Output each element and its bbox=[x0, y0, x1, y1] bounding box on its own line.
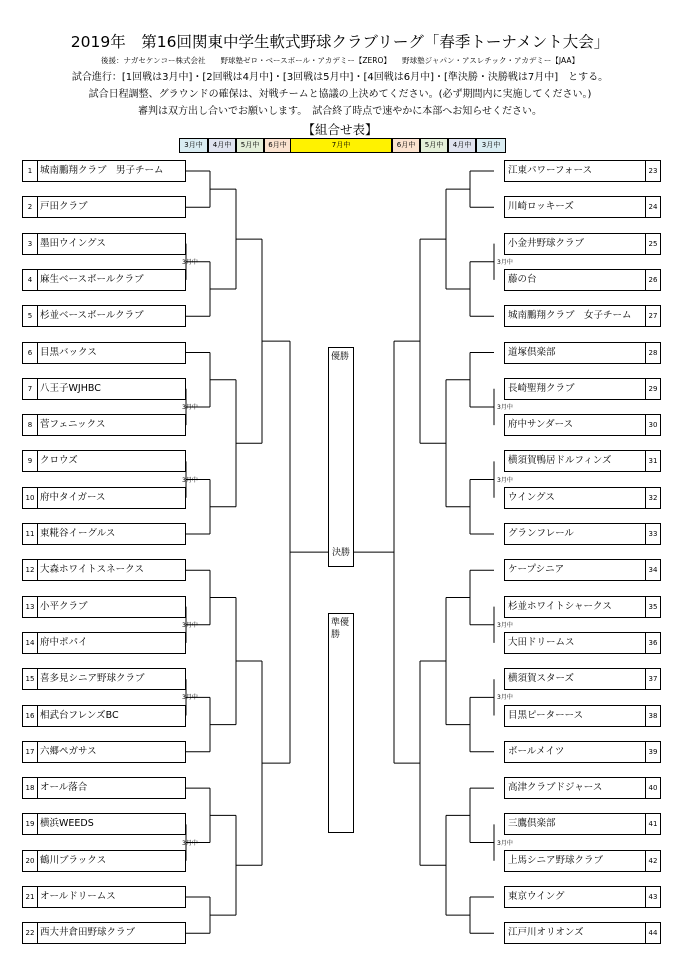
right-team-entry bbox=[504, 922, 661, 944]
team-number: 1 bbox=[23, 161, 38, 181]
round-header-right-2: 5月中 bbox=[420, 138, 448, 153]
right-team-entry bbox=[504, 850, 661, 872]
team-number: 24 bbox=[645, 197, 660, 217]
team-name: 長崎聖翔クラブ bbox=[508, 382, 575, 394]
left-round1-label: 3月中 bbox=[182, 694, 198, 702]
team-name: 横須賀スターズ bbox=[508, 673, 575, 685]
team-name: 大森ホワイトスネークス bbox=[40, 564, 145, 576]
team-name: 六郷ペガサス bbox=[40, 745, 97, 757]
team-name: 戸田クラブ bbox=[40, 201, 88, 213]
champion-box: 優勝 bbox=[328, 347, 354, 567]
round-header-left-1: 3月中 bbox=[179, 138, 208, 153]
right-team-entry bbox=[504, 487, 661, 509]
adjust-note: 試合日程調整、グラウンドの確保は、対戦チームと協議の上決めてください。(必ず期間内に実施してください。) bbox=[88, 89, 592, 100]
team-name: 横浜WEEDS bbox=[40, 818, 94, 830]
right-team-entry bbox=[504, 414, 661, 436]
team-name: 藤の台 bbox=[508, 273, 537, 285]
team-name: 上馬シニア野球クラブ bbox=[508, 854, 604, 866]
left-team-entry bbox=[22, 160, 186, 182]
team-number: 43 bbox=[645, 887, 660, 907]
right-team-entry bbox=[504, 632, 661, 654]
team-name: クロウズ bbox=[40, 455, 78, 467]
team-name: 大田ドリームス bbox=[508, 636, 575, 648]
schedule-note: 試合進行：[1回戦は3月中]・[2回戦は4月中]・[3回戦は5月中]・[4回戦は6月中]・[準決勝・決勝戦は7月中] とする。 bbox=[71, 72, 609, 83]
team-name: 杉並ホワイトシャークス bbox=[508, 600, 612, 612]
team-name: ウイングス bbox=[508, 491, 555, 503]
team-name: 川崎ロッキーズ bbox=[508, 201, 574, 213]
left-team-entry bbox=[22, 487, 186, 509]
left-team-entry bbox=[22, 269, 186, 291]
left-team-entry bbox=[22, 559, 186, 581]
team-name: 東糀谷イーグルス bbox=[40, 528, 116, 539]
team-name: 三鷹倶楽部 bbox=[508, 818, 556, 830]
right-team-entry bbox=[504, 741, 661, 763]
round-header-center: 7月中 bbox=[290, 138, 392, 153]
team-number: 3 bbox=[23, 234, 38, 254]
round-header-right-1: 6月中 bbox=[392, 138, 420, 153]
team-name: 麻生ベースボールクラブ bbox=[40, 273, 144, 285]
team-number: 23 bbox=[645, 161, 660, 181]
team-name: 江戸川オリオンズ bbox=[508, 927, 584, 939]
team-name: 横須賀鴨居ドルフィンズ bbox=[508, 455, 612, 467]
round-header-left-2: 4月中 bbox=[208, 138, 236, 153]
team-number: 39 bbox=[645, 742, 660, 762]
team-name: 小金井野球クラブ bbox=[508, 237, 585, 249]
team-number: 8 bbox=[23, 415, 38, 435]
team-name: 墨田ウイングス bbox=[40, 237, 106, 249]
team-number: 34 bbox=[645, 560, 660, 580]
left-round1-label: 3月中 bbox=[182, 839, 198, 847]
right-team-entry bbox=[504, 813, 661, 835]
left-team-entry bbox=[22, 342, 186, 364]
right-team-entry bbox=[504, 269, 661, 291]
left-team-entry bbox=[22, 233, 186, 255]
team-number: 32 bbox=[645, 488, 660, 508]
team-number: 20 bbox=[23, 851, 38, 871]
left-round1-label: 3月中 bbox=[182, 621, 198, 629]
round-header-left-4: 6月中 bbox=[264, 138, 291, 153]
team-name: 八王子WJHBC bbox=[40, 382, 101, 394]
team-number: 19 bbox=[23, 814, 38, 834]
runner-up-box: 準優勝 bbox=[328, 613, 354, 833]
right-round1-label: 3月中 bbox=[497, 258, 513, 266]
team-name: 江東パワーフォース bbox=[508, 165, 593, 176]
left-team-entry bbox=[22, 414, 186, 436]
team-number: 25 bbox=[645, 234, 660, 254]
team-number: 9 bbox=[23, 451, 38, 471]
team-number: 11 bbox=[23, 524, 38, 544]
team-number: 16 bbox=[23, 706, 38, 726]
right-round1-label: 3月中 bbox=[497, 621, 513, 629]
team-name: グランフレール bbox=[508, 528, 574, 539]
team-name: オール落合 bbox=[40, 782, 88, 794]
team-number: 13 bbox=[23, 597, 38, 617]
left-team-entry bbox=[22, 378, 186, 400]
team-name: オールドリームス bbox=[40, 891, 116, 902]
right-team-entry bbox=[504, 523, 661, 545]
team-number: 22 bbox=[23, 923, 38, 943]
team-number: 2 bbox=[23, 197, 38, 217]
team-name: 菅フェニックス bbox=[40, 419, 106, 431]
right-team-entry bbox=[504, 305, 661, 327]
left-team-entry bbox=[22, 922, 186, 944]
team-name: 鶴川ブラックス bbox=[40, 854, 107, 866]
team-name: 喜多見シニア野球クラブ bbox=[40, 673, 145, 685]
team-name: 府中タイガース bbox=[40, 491, 106, 503]
team-number: 30 bbox=[645, 415, 660, 435]
team-number: 35 bbox=[645, 597, 660, 617]
left-team-entry bbox=[22, 632, 186, 654]
right-team-entry bbox=[504, 342, 661, 364]
team-number: 44 bbox=[645, 923, 660, 943]
left-team-entry bbox=[22, 850, 186, 872]
left-round1-label: 3月中 bbox=[182, 403, 198, 411]
team-number: 41 bbox=[645, 814, 660, 834]
round-header-right-3: 4月中 bbox=[448, 138, 476, 153]
right-team-entry bbox=[504, 450, 661, 472]
team-number: 31 bbox=[645, 451, 660, 471]
left-round1-label: 3月中 bbox=[182, 476, 198, 484]
team-number: 5 bbox=[23, 306, 38, 326]
team-number: 27 bbox=[645, 306, 660, 326]
round-header-left-3: 5月中 bbox=[236, 138, 264, 153]
page-title: 2019年 第16回関東中学生軟式野球クラブリーグ「春季トーナメント大会」 bbox=[70, 33, 610, 51]
right-team-entry bbox=[504, 777, 661, 799]
team-number: 14 bbox=[23, 633, 38, 653]
team-name: 府中ポパイ bbox=[40, 636, 88, 648]
team-number: 6 bbox=[23, 343, 38, 363]
team-number: 36 bbox=[645, 633, 660, 653]
team-number: 17 bbox=[23, 742, 38, 762]
team-number: 10 bbox=[23, 488, 38, 508]
final-label: 決勝 bbox=[330, 545, 352, 558]
left-team-entry bbox=[22, 450, 186, 472]
right-round1-label: 3月中 bbox=[497, 839, 513, 847]
right-team-entry bbox=[504, 705, 661, 727]
team-name: 西大井倉田野球クラブ bbox=[40, 927, 136, 939]
team-name: 高津クラブドジャース bbox=[508, 782, 603, 794]
left-team-entry bbox=[22, 668, 186, 690]
left-team-entry bbox=[22, 741, 186, 763]
team-name: 東京ウイング bbox=[508, 891, 565, 902]
team-number: 12 bbox=[23, 560, 38, 580]
team-number: 28 bbox=[645, 343, 660, 363]
right-round1-label: 3月中 bbox=[497, 694, 513, 702]
round-header-right-4: 3月中 bbox=[476, 138, 506, 153]
team-name: 小平クラブ bbox=[40, 600, 88, 612]
team-number: 18 bbox=[23, 778, 38, 798]
right-team-entry bbox=[504, 233, 661, 255]
team-name: 城南鵬翔クラブ 女子チーム bbox=[508, 310, 632, 322]
left-team-entry bbox=[22, 705, 186, 727]
team-number: 4 bbox=[23, 270, 38, 290]
team-name: 杉並ベースボールクラブ bbox=[40, 310, 144, 322]
team-name: 城南鵬翔クラブ 男子チーム bbox=[40, 165, 164, 176]
team-number: 37 bbox=[645, 669, 660, 689]
right-team-entry bbox=[504, 886, 661, 908]
team-name: 道塚倶楽部 bbox=[508, 346, 556, 358]
left-round1-label: 3月中 bbox=[182, 258, 198, 266]
bracket-title: 【組合せ表】 bbox=[302, 122, 378, 137]
team-number: 7 bbox=[23, 379, 38, 399]
team-number: 15 bbox=[23, 669, 38, 689]
team-name: 府中サンダース bbox=[508, 419, 574, 431]
team-number: 33 bbox=[645, 524, 660, 544]
right-team-entry bbox=[504, 668, 661, 690]
right-team-entry bbox=[504, 378, 661, 400]
right-round1-label: 3月中 bbox=[497, 476, 513, 484]
team-number: 42 bbox=[645, 851, 660, 871]
left-team-entry bbox=[22, 813, 186, 835]
left-team-entry bbox=[22, 523, 186, 545]
team-number: 29 bbox=[645, 379, 660, 399]
umpire-note: 審判は双方出し合いでお願いします。 試合終了時点で速やかに本部へお知らせください。 bbox=[138, 106, 542, 117]
team-name: 相武台フレンズBC bbox=[40, 709, 119, 721]
left-team-entry bbox=[22, 777, 186, 799]
right-team-entry bbox=[504, 559, 661, 581]
sponsor-line: 後援：ナガセケンコー株式会社 野球塾ゼロ・ベースボール・アカデミー【ZERO】 野球塾ジャパン・アスレチック・アカデミー【JAA】 bbox=[101, 56, 579, 65]
team-number: 40 bbox=[645, 778, 660, 798]
team-number: 21 bbox=[23, 887, 38, 907]
left-team-entry bbox=[22, 305, 186, 327]
left-team-entry bbox=[22, 596, 186, 618]
team-name: 目黒ピーターース bbox=[508, 709, 584, 721]
right-team-entry bbox=[504, 160, 661, 182]
team-name: 目黒バックス bbox=[40, 346, 97, 358]
left-team-entry bbox=[22, 196, 186, 218]
team-number: 38 bbox=[645, 706, 660, 726]
left-team-entry bbox=[22, 886, 186, 908]
team-number: 26 bbox=[645, 270, 660, 290]
team-name: ボールメイツ bbox=[508, 745, 565, 757]
right-round1-label: 3月中 bbox=[497, 403, 513, 411]
right-team-entry bbox=[504, 596, 661, 618]
team-name: ケープシニア bbox=[508, 564, 565, 576]
right-team-entry bbox=[504, 196, 661, 218]
